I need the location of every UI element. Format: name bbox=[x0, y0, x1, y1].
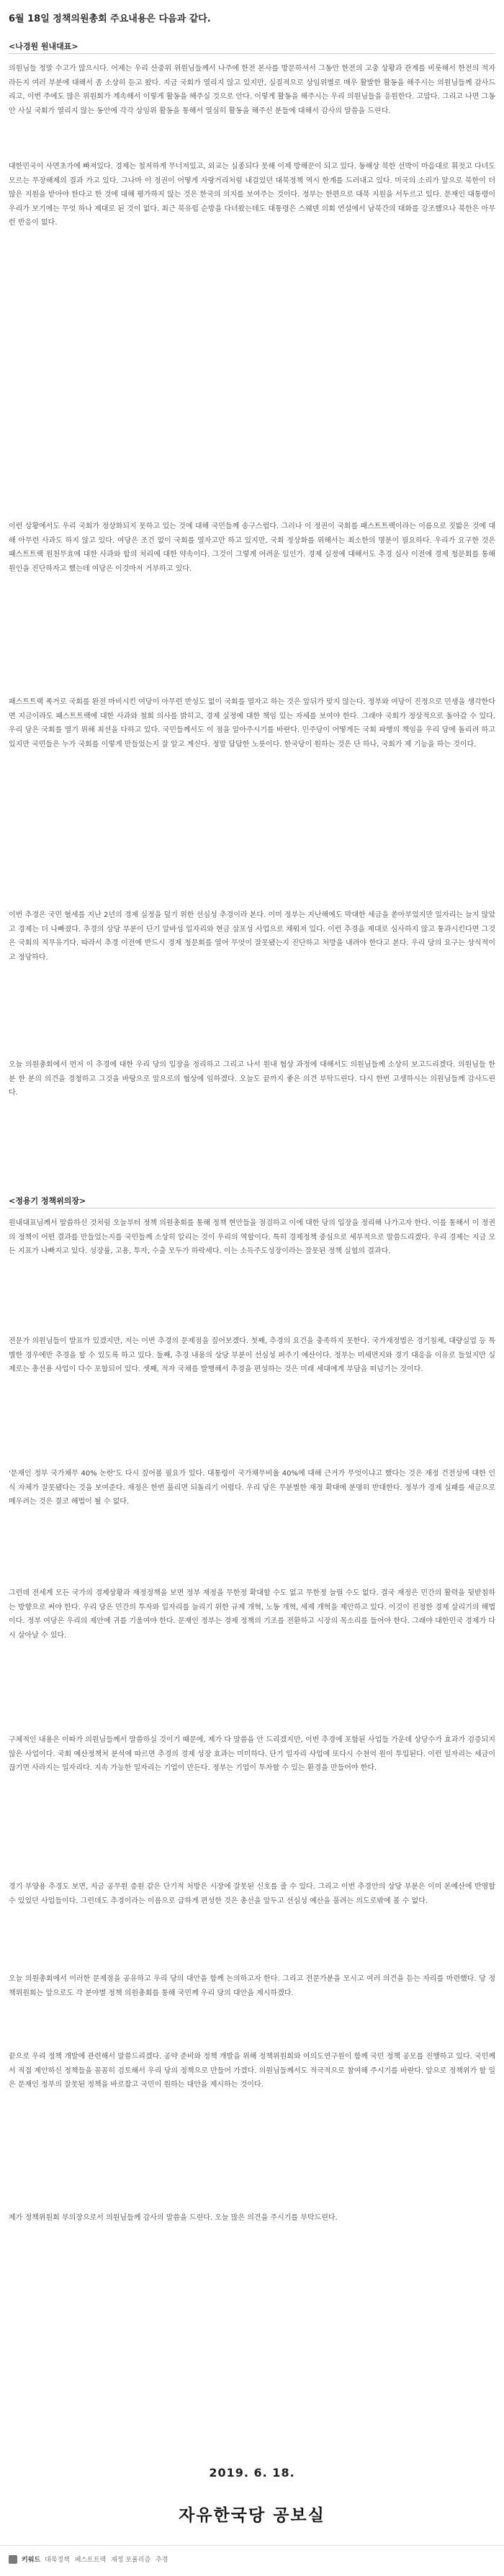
paragraph: 구체적인 내용은 이따가 의원님들께서 말씀하실 것이기 때문에, 제가 다 말씀을 안 드리겠지만, 이번 추경에 포함된 사업들 가운데 상당수가 효과가 검증되지 않은 사업이다. 국회 예산정책처 분석에 따르면 추경의 경제 성장 효과는 미미하다. 단기 일자리 사업에 또다시 수천억 원이 투입된다. 이런 일자리는 세금이 끊기면 사라지는 일자리다. 지속 가능한 일자리는 기업이 만든다. 정부는 기업이 투자할 수 있는 환경을 만들어야 한다. bbox=[9, 1736, 495, 1773]
paragraph: 경기 부양용 추경도 보면, 지금 공무원 증원 같은 단기적 처방은 시장에 잘못된 신호를 줄 수 있다. 그리고 이번 추경안의 상당 부분은 이미 본예산에 반영할 수 있었던 사업들이다. 그런데도 추경이라는 이름으로 급하게 편성한 것은 총선을 앞두고 선심성 예산을 풀려는 의도로밖에 볼 수 없다. bbox=[9, 1883, 495, 1905]
paragraph: 그런데 전세계 모든 국가의 경제상황과 재정정책을 보면 정부 재정을 무한정 확대할 수도 없고 무한정 늘릴 수도 없다. 결국 재정은 민간의 활력을 뒷받침하는 방향으로 써야 한다. 우리 당은 민간의 투자와 일자리를 늘리기 위한 규제 개혁, 노동 개혁, 세제 개혁을 제안하고 있다. 이것이 진정한 경제 살리기의 해법이다. 정부 여당은 우리의 제안에 귀를 기울여야 한다. 문재인 정부는 경제 정책의 기조를 전환하고 시장의 목소리를 들어야 한다. 그래야 대한민국 경제가 다시 살아날 수 있다. bbox=[9, 1589, 495, 1640]
paragraph: 이번 추경은 국민 혈세를 지난 2년의 경제 실정을 덮기 위한 선심성 추경이라 본다. 이미 정부는 지난해에도 막대한 세금을 쏟아부었지만 일자리는 늘지 않았고 경제는 더 나빠졌다. 추경의 상당 부분이 단기 알바성 일자리와 현금 살포성 사업으로 채워져 있다. 이런 추경을 제대로 심사하지 않고 통과시킨다면 그것은 국회의 직무유기다. 따라서 추경 이전에 반드시 경제 청문회를 열어 무엇이 잘못됐는지 진단하고 처방을 내려야 한다고 본다. 우리 당의 요구는 상식적이고 정당하다. bbox=[9, 911, 495, 962]
paragraph: 의원님들 정말 수고가 많으시다. 어제는 우리 산중위 위원님들께서 나주에 한전 본사를 방문하셔서 그동안 한전의 고충 상황과 관계를 비롯해서 한전의 적자라든지 여러 부분에 대해서 좀 소상히 듣고 왔다. 지금 국회가 열리지 않고 있지만, 실질적으로 상임위별로 매우 활발한 활동을 해주시는 의원님들께 감사드리고, 이번 주에도 많은 위원회가 계속해서 이렇게 활동을 해주실 것으로 안다. 이렇게 활동을 해주시는 우리 의원님들을 응원한다. 고맙다. 그리고 나면 그동안 사실 국회가 열리지 않는 동안에 각각 상임위 활동을 통해서 열심히 활동을 해주신 분들에 대해서 감사의 말씀을 드린다. bbox=[9, 65, 495, 115]
paragraph: 오늘 의원총회에서 먼저 이 추경에 대한 우리 당의 입장을 정리하고 그리고 나서 원내 협상 과정에 대해서도 의원님들께 소상히 보고드리겠다. 의원님들 한 분 한 분의 의견을 경청하고 그것을 바탕으로 앞으로의 협상에 임하겠다. 오늘도 끝까지 좋은 의견 부탁드린다. 다시 한번 고생하시는 의원님들께 감사드린다. bbox=[9, 1061, 495, 1098]
keyword-tags bbox=[9, 2554, 171, 2564]
section-heading-policy-chief: <정용기 정책위의장> bbox=[9, 1196, 86, 1206]
paragraph: 패스트트랙 폭거로 국회를 완전 마비시킨 여당이 아무런 반성도 없이 국회를 열자고 하는 것은 앞뒤가 맞지 않는다. 정부와 여당이 진정으로 민생을 생각한다면 지금이라도 패스트트랙에 대한 사과와 철회 의사를 밝히고, 경제 실정에 대한 책임 있는 자세를 보여야 한다. 그래야 국회가 정상적으로 돌아갈 수 있다. 우리 당은 국회를 열기 위해 최선을 다하고 있다. 국민들께서도 이 점을 알아주시기를 바란다. 민주당이 어떻게든 국회 파행의 책임을 우리 당에 돌리려 하고 있지만 국민들은 누가 국회를 이렇게 만들었는지 잘 알고 계신다. 정말 답답한 노릇이다. 한국당이 원하는 것은 단 하나, 국회가 제 기능을 하는 것이다. bbox=[9, 698, 495, 749]
page-title: 6월 18일 정책의원총회 주요내용은 다음과 같다. bbox=[9, 14, 211, 24]
keyword-tag[interactable]: 대북정책 bbox=[45, 2557, 70, 2564]
keyword-tag[interactable]: 재정 포퓰리즘 bbox=[111, 2557, 151, 2564]
paragraph: 제가 정책위원회 부의장으로서 의원님들께 감사의 말씀을 드린다. 오늘 많은 의견을 주시기를 부탁드린다. bbox=[9, 2214, 338, 2222]
organization-name: 자유한국당 공보실 bbox=[179, 2506, 325, 2525]
keyword-label: 키워드 bbox=[22, 2557, 41, 2564]
paragraph: 끝으로 우리 정책 개발에 관련해서 말씀드리겠다. 공약 준비와 정책 개발을 위해 정책위원회와 여의도연구원이 함께 국민 정책 공모를 진행하고 있다. 국민께서 직접 제안하신 정책들을 꼼꼼히 검토해서 우리 당의 정책으로 만들어 가겠다. 의원님들께서도 적극적으로 참여해 주시기를 바란다. 앞으로 정책위가 할 일은 문재인 정부의 잘못된 정책을 바로잡고 국민이 원하는 대안을 제시하는 것이다. bbox=[9, 2053, 495, 2089]
section-heading-floor-leader: <나경원 원내대표> bbox=[9, 42, 78, 51]
paragraph: '문재인 정부 국가채무 40% 논란'도 다시 짚어볼 필요가 있다. 대통령이 국가채무비율 40%에 대해 근거가 무엇이냐고 했다는 것은 재정 건전성에 대한 인식 자체가 잘못됐다는 것을 보여준다. 재정은 한번 풀리면 되돌리기 어렵다. 우리 당은 무분별한 재정 확대에 분명히 반대한다. 정부가 경제 실패를 세금으로 메우려는 것은 결코 해법이 될 수 없다. bbox=[9, 1470, 495, 1506]
section-divider bbox=[9, 53, 495, 54]
paragraph: 대한민국이 사면초가에 빠져있다. 경제는 철저하게 무너져있고, 외교는 실종되다 못해 이제 방해꾼이 되고 있다. 동해상 북한 선박이 마음대로 휘젓고 다녀도 모르는 무장해제의 결과 가고 있다. 그나마 이 정권이 어떻게 자랑거리처럼 내걸었던 대북정책 역시 한계를 드러내고 있다. 미국의 소리가 앞으로 북한이 더 많은 지원을 받아야 한다고 한 것에 대해 평가하지 않는 것은 한국의 의지를 보여주는 것이다. 정부는 한편으로 대북 지원을 서두르고 있다. 문재인 대통령이 우리가 보기에는 무엇 하나 제대로 된 것이 없다. 최근 북유럽 순방을 다녀왔는데도 대통령은 스웨덴 의회 연설에서 남북간의 대화를 강조했으나 북한은 아무런 반응이 없다. bbox=[9, 163, 495, 227]
tag-icon bbox=[9, 2555, 17, 2564]
paragraph: 원내대표님께서 말씀하신 것처럼 오늘부터 정책 의원총회를 통해 정책 현안들을 점검하고 이에 대한 당의 입장을 정리해 나가고자 한다. 이를 통해서 이 정권의 정책이 어떤 결과를 만들었는지를 국민들께 소상히 알리는 것이 우리의 역할이다. 특히 경제정책 중심으로 세부적으로 말씀드리겠다. 우리 경제는 지금 모든 지표가 나빠지고 있다. 성장률, 고용, 투자, 수출 모두가 하락세다. 이는 소득주도성장이라는 잘못된 정책 실험의 결과다. bbox=[9, 1219, 495, 1256]
release-date: 2019. 6. 18. bbox=[209, 2466, 295, 2480]
footer-divider bbox=[0, 2545, 504, 2546]
keyword-tag[interactable]: 패스트트랙 bbox=[74, 2557, 107, 2564]
keyword-list bbox=[45, 2554, 171, 2564]
keyword-tag[interactable]: 추경 bbox=[156, 2557, 168, 2564]
paragraph: 이런 상황에서도 우리 국회가 정상화되지 못하고 있는 것에 대해 국민들께 송구스럽다. 그러나 이 정권이 국회를 패스트트랙이라는 이름으로 짓밟은 것에 대해 아무런 사과도 하지 않고 있다. 여당은 조건 없이 국회를 열자고만 하고 있지만, 국회 정상화를 위해서는 최소한의 명분이 필요하다. 우리가 요구한 것은 패스트트랙 원천무효에 대한 사과와 합의 처리에 대한 약속이다. 그것이 그렇게 어려운 일인가. 경제 실정에 대해서도 추경 심사 이전에 경제 청문회를 통해 원인을 진단하자고 했는데 여당은 이것마저 거부하고 있다. bbox=[9, 523, 495, 573]
paragraph: 오늘 의원총회에서 이러한 문제점을 공유하고 우리 당의 대안을 함께 논의하고자 한다. 그리고 전문가분을 모시고 여러 의견을 듣는 자리를 마련했다. 당 정책위원회는 앞으로도 각 분야별 정책 의원총회를 통해 국민께 우리 당의 대안을 제시하겠다. bbox=[9, 1975, 495, 1997]
paragraph: 전문가 의원님들이 발표가 있겠지만, 저는 이번 추경의 문제점을 짚어보겠다. 첫째, 추경의 요건을 충족하지 못한다. 국가재정법은 경기침체, 대량실업 등 특별한 경우에만 추경을 할 수 있도록 하고 있다. 둘째, 추경 내용의 상당 부분이 선심성 퍼주기 예산이다. 정부는 미세먼지와 경기 대응을 이유로 들었지만 실제로는 총선용 사업이 다수 포함되어 있다. 셋째, 적자 국채를 발행해서 추경을 편성하는 것은 미래 세대에게 부담을 떠넘기는 것이다. bbox=[9, 1337, 495, 1374]
